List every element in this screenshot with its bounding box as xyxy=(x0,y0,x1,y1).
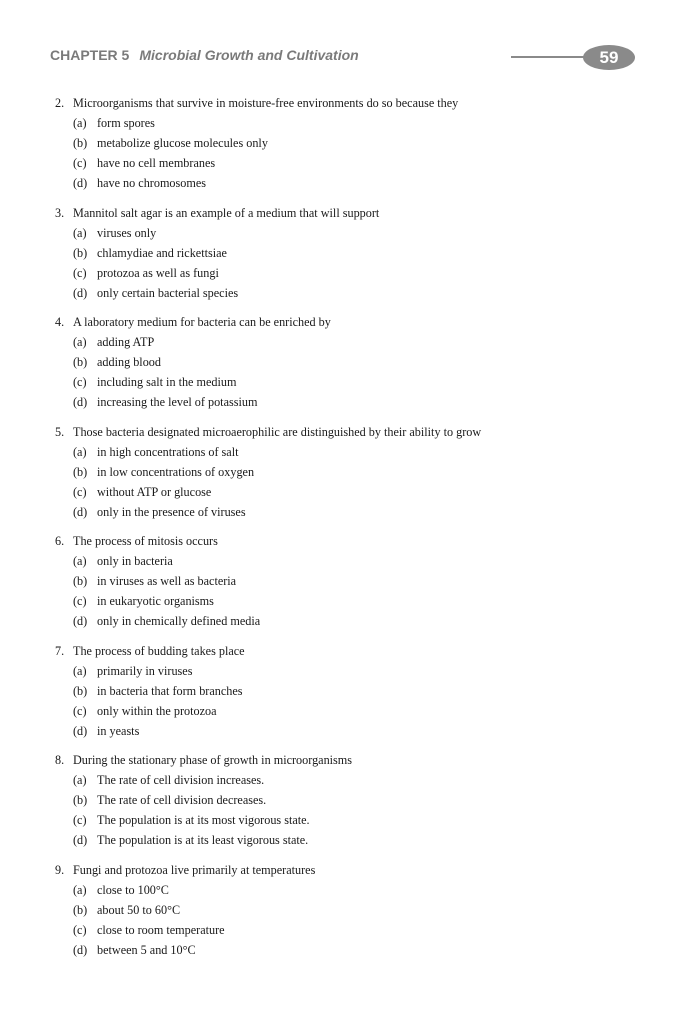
chapter-title: Microbial Growth and Cultivation xyxy=(139,47,359,63)
option-text: increasing the level of potassium xyxy=(97,395,258,409)
option-label: (a) xyxy=(73,335,87,349)
answer-option xyxy=(73,445,238,460)
question-text: Microorganisms that survive in moisture-free environments do so because they xyxy=(73,96,459,110)
answer-option xyxy=(73,335,154,350)
option-label: (c) xyxy=(73,813,87,827)
option-label: (c) xyxy=(73,156,87,170)
option-text: in low concentrations of oxygen xyxy=(97,464,255,479)
option-text: form spores xyxy=(97,116,155,130)
option-text: in high concentrations of salt xyxy=(97,444,239,459)
option-text: in bacteria that form branches xyxy=(97,683,243,698)
option-label: (c) xyxy=(73,922,87,937)
question-text: Fungi and protozoa live primarily at temperatures xyxy=(73,862,316,877)
question-number: 5. xyxy=(55,424,65,439)
question-stem xyxy=(55,206,379,221)
option-label: (d) xyxy=(73,176,88,190)
question xyxy=(0,96,683,206)
option-text: without ATP or glucose xyxy=(97,484,212,499)
option-text: in viruses as well as bacteria xyxy=(97,574,237,588)
answer-option xyxy=(73,375,236,390)
answer-option xyxy=(73,554,173,569)
answer-option xyxy=(73,286,238,301)
option-label: (a) xyxy=(73,116,87,130)
question xyxy=(0,534,683,644)
question-number: 7. xyxy=(55,643,65,658)
option-text: close to room temperature xyxy=(97,922,225,937)
answer-option xyxy=(73,395,257,410)
option-label: (d) xyxy=(73,504,88,519)
question-stem xyxy=(55,863,315,878)
question-text: Those bacteria designated microaerophilic are distinguished by their ability to grow xyxy=(73,424,482,439)
question-text: The process of mitosis occurs xyxy=(73,534,218,548)
option-text: adding blood xyxy=(97,355,161,369)
option-label: (a) xyxy=(73,882,87,897)
answer-option xyxy=(73,226,156,241)
option-label: (d) xyxy=(73,395,88,409)
question-text: The process of budding takes place xyxy=(73,643,245,658)
answer-option xyxy=(73,684,243,699)
answer-option xyxy=(73,813,310,828)
option-label: (c) xyxy=(73,375,87,389)
answer-option xyxy=(73,156,215,171)
option-label: (b) xyxy=(73,902,88,917)
option-text: The rate of cell division increases. xyxy=(97,773,265,787)
question xyxy=(0,644,683,754)
option-label: (c) xyxy=(73,594,87,608)
answer-option xyxy=(73,883,169,898)
question-stem xyxy=(55,753,352,768)
option-label: (b) xyxy=(73,136,88,150)
question-list xyxy=(0,96,683,972)
question-number: 3. xyxy=(55,205,65,220)
question-stem xyxy=(55,96,458,111)
page-number: 59 xyxy=(583,45,635,70)
option-text: The population is at its most vigorous state. xyxy=(97,813,310,827)
question xyxy=(0,206,683,316)
answer-option xyxy=(73,136,268,151)
question-text: Mannitol salt agar is an example of a medium that will support xyxy=(73,205,380,220)
answer-option xyxy=(73,246,227,261)
answer-option xyxy=(73,793,266,808)
option-text: in yeasts xyxy=(97,723,140,738)
option-text: have no chromosomes xyxy=(97,176,206,190)
option-text: The rate of cell division decreases. xyxy=(97,793,267,807)
question-stem xyxy=(55,534,218,549)
answer-option xyxy=(73,594,214,609)
answer-option xyxy=(73,505,246,520)
question-number: 8. xyxy=(55,753,65,767)
question-number: 9. xyxy=(55,862,65,877)
answer-option xyxy=(73,266,219,281)
question-text: A laboratory medium for bacteria can be enriched by xyxy=(73,315,331,329)
option-label: (c) xyxy=(73,703,87,718)
option-label: (d) xyxy=(73,833,88,847)
option-label: (a) xyxy=(73,554,87,568)
option-label: (a) xyxy=(73,225,87,240)
answer-option xyxy=(73,943,196,958)
option-label: (c) xyxy=(73,484,87,499)
question-text: During the stationary phase of growth in microorganisms xyxy=(73,753,353,767)
question xyxy=(0,425,683,535)
question xyxy=(0,863,683,973)
option-text: protozoa as well as fungi xyxy=(97,265,219,280)
option-text: adding ATP xyxy=(97,335,155,349)
answer-option xyxy=(73,704,216,719)
answer-option xyxy=(73,614,260,629)
option-text: only certain bacterial species xyxy=(97,285,239,300)
question xyxy=(0,753,683,863)
option-label: (c) xyxy=(73,265,87,280)
answer-option xyxy=(73,833,308,848)
option-text: viruses only xyxy=(97,225,157,240)
answer-option xyxy=(73,176,206,191)
answer-option xyxy=(73,903,180,918)
answer-option xyxy=(73,923,225,938)
question-number: 6. xyxy=(55,534,65,548)
option-label: (d) xyxy=(73,614,88,628)
option-text: about 50 to 60°C xyxy=(97,902,181,917)
option-text: primarily in viruses xyxy=(97,663,193,678)
option-text: only in the presence of viruses xyxy=(97,504,246,519)
option-label: (b) xyxy=(73,355,88,369)
option-text: chlamydiae and rickettsiae xyxy=(97,245,227,260)
question xyxy=(0,315,683,425)
option-label: (d) xyxy=(73,285,88,300)
answer-option xyxy=(73,465,254,480)
option-text: have no cell membranes xyxy=(97,156,216,170)
option-label: (b) xyxy=(73,464,88,479)
option-text: between 5 and 10°C xyxy=(97,942,196,957)
answer-option xyxy=(73,664,192,679)
option-label: (a) xyxy=(73,663,87,678)
option-label: (a) xyxy=(73,444,87,459)
answer-option xyxy=(73,116,155,131)
running-header xyxy=(50,47,359,63)
option-label: (b) xyxy=(73,245,88,260)
option-text: metabolize glucose molecules only xyxy=(97,136,268,150)
question-stem xyxy=(55,425,481,440)
option-label: (b) xyxy=(73,793,88,807)
answer-option xyxy=(73,574,236,589)
question-stem xyxy=(55,644,245,659)
question-number: 2. xyxy=(55,96,65,110)
question-number: 4. xyxy=(55,315,65,329)
option-label: (d) xyxy=(73,723,88,738)
option-label: (b) xyxy=(73,574,88,588)
header-rule xyxy=(511,56,591,58)
answer-option xyxy=(73,773,264,788)
option-text: only in bacteria xyxy=(97,554,173,568)
option-label: (b) xyxy=(73,683,88,698)
chapter-label: CHAPTER 5 xyxy=(50,47,130,63)
answer-option xyxy=(73,724,139,739)
answer-option xyxy=(73,355,161,370)
option-label: (d) xyxy=(73,942,88,957)
option-text: The population is at its least vigorous state. xyxy=(97,833,309,847)
question-stem xyxy=(55,315,331,330)
option-text: only in chemically defined media xyxy=(97,614,261,628)
option-text: close to 100°C xyxy=(97,882,169,897)
answer-option xyxy=(73,485,211,500)
option-text: including salt in the medium xyxy=(97,375,237,389)
option-text: only within the protozoa xyxy=(97,703,217,718)
option-label: (a) xyxy=(73,773,87,787)
option-text: in eukaryotic organisms xyxy=(97,594,214,608)
